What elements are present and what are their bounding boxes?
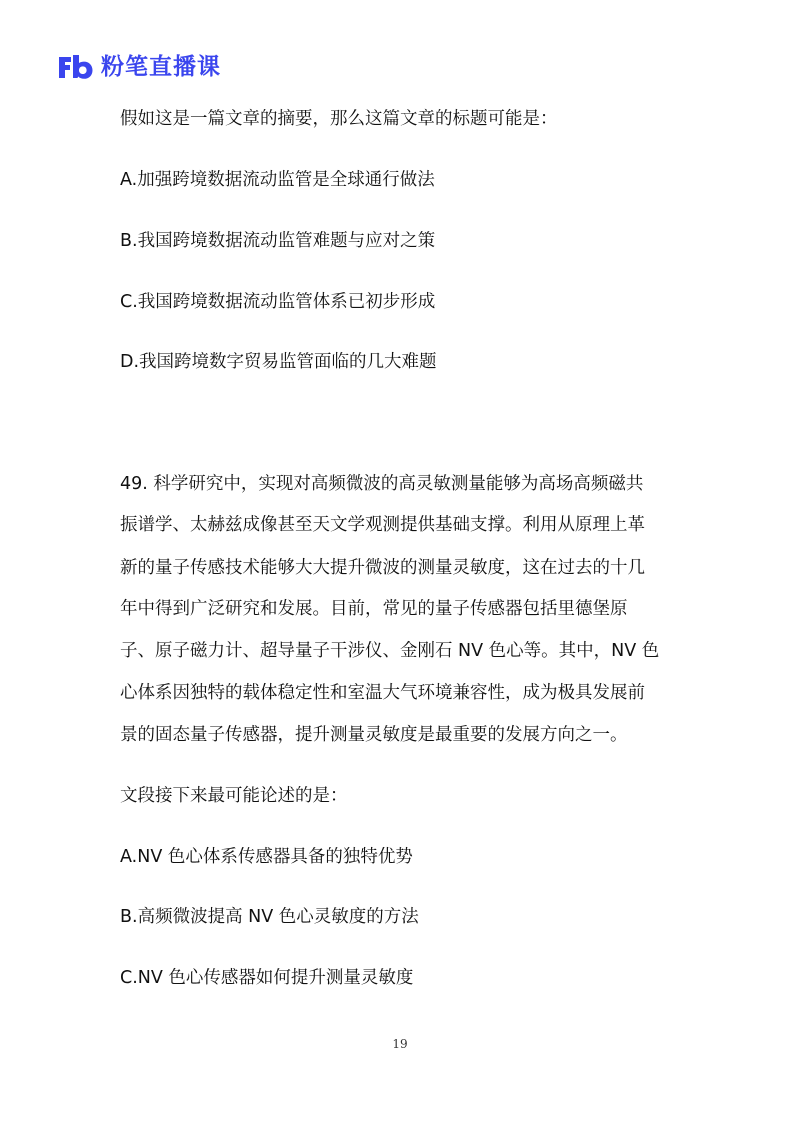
q49-option-a: A.NV 色心体系传感器具备的独特优势 [120,847,413,867]
q49-option-b: B.高频微波提高 NV 色心灵敏度的方法 [120,907,419,927]
q48-option-b: B.我国跨境数据流动监管难题与应对之策 [120,231,436,251]
q49-passage-line: 振谱学、太赫兹成像甚至天文学观测提供基础支撑。利用从原理上革 [120,515,645,535]
q49-passage-line: 49. 科学研究中，实现对高频微波的高灵敏测量能够为高场高频磁共 [120,474,644,494]
fb-logo-icon [57,53,95,81]
q49-option-c: C.NV 色心传感器如何提升测量灵敏度 [120,968,414,988]
q48-option-d: D.我国跨境数字贸易监管面临的几大难题 [120,352,437,372]
q49-prompt: 文段接下来最可能论述的是： [120,786,348,806]
q48-prompt: 假如这是一篇文章的摘要，那么这篇文章的标题可能是： [120,109,558,129]
q48-option-c: C.我国跨境数据流动监管体系已初步形成 [120,292,436,312]
q49-passage-line: 景的固态量子传感器，提升测量灵敏度是最重要的发展方向之一。 [120,725,628,745]
q48-option-a: A.加强跨境数据流动监管是全球通行做法 [120,170,435,190]
q49-passage-line: 年中得到广泛研究和发展。目前，常见的量子传感器包括里德堡原 [120,599,628,619]
brand-header [57,52,221,82]
brand-name: 粉笔直播课 [101,54,221,80]
q49-passage-line: 子、原子磁力计、超导量子干涉仪、金刚石 NV 色心等。其中，NV 色 [120,641,660,661]
q49-passage-line: 新的量子传感技术能够大大提升微波的测量灵敏度，这在过去的十几 [120,558,645,578]
page-number: 19 [392,1037,408,1051]
q49-passage-line: 心体系因独特的载体稳定性和室温大气环境兼容性，成为极具发展前 [120,683,645,703]
